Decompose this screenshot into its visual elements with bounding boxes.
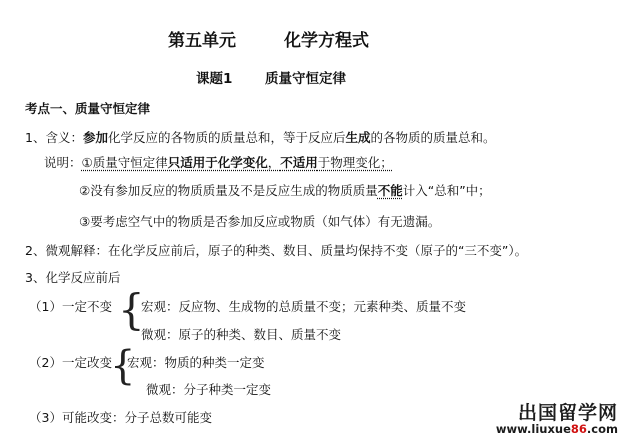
may-change-line: （3）可能改变：分子总数可能变 [29,410,212,425]
unchanged-micro: 微观：原子的种类、数目、质量不变 [141,327,342,342]
title-topic: 化学方程式 [284,31,369,51]
lesson-title: 质量守恒定律 [265,71,346,87]
note-label: 说明： [44,155,82,170]
note-2-cannot: 不能 [377,183,403,198]
note-line-3: ③要考虑空气中的物质是否参加反应或物质（如气体）有无遗漏。 [79,214,441,229]
note-line-1 [44,153,393,171]
definition-text-1: 化学反应的各物质的质量总和，等于反应后 [107,130,346,145]
definition-prefix: 1、含义： [25,130,83,145]
unchanged-label: （1）一定不变 [29,299,112,314]
reaction-heading: 3、化学反应前后 [25,270,121,285]
micro-explanation: 2、微观解释：在化学反应前后，原子的种类、数目、质量均保持不变（原子的“三不变”）。 [25,243,528,258]
definition-line [25,128,496,146]
note-line-2: ②没有参加反应的物质质量及不是反应生成的物质质量不能计入“总和”中； [79,183,491,198]
title-unit: 第五单元 [168,31,236,51]
definition-keyword-participate: 参加 [82,130,108,145]
lesson-number: 课题1 [196,71,233,87]
unchanged-macro: 宏观：反应物、生成物的总质量不变；元素种类、质量不变 [141,299,467,314]
changed-macro: 宏观：物质的种类一定变 [127,355,265,370]
note-1-emphasis: 只适用于化学变化 [167,155,268,170]
brace-changed: { [110,343,136,389]
definition-text-2: 的各物质的质量总和。 [370,130,496,145]
note-1-not-applicable: 不适用 [280,155,318,170]
section-heading: 考点一、质量守恒定律 [25,101,151,116]
note-1: ①质量守恒定律只适用于化学变化，不适用于物理变化； [81,155,393,170]
definition-keyword-produce: 生成 [345,130,371,145]
brace-unchanged: { [118,285,145,334]
changed-micro: 微观：分子种类一定变 [146,382,272,397]
watermark-url: www.liuxue86.com [495,422,618,436]
changed-label: （2）一定改变 [29,355,112,370]
watermark-logo-text: 出国留学网 [517,402,618,424]
